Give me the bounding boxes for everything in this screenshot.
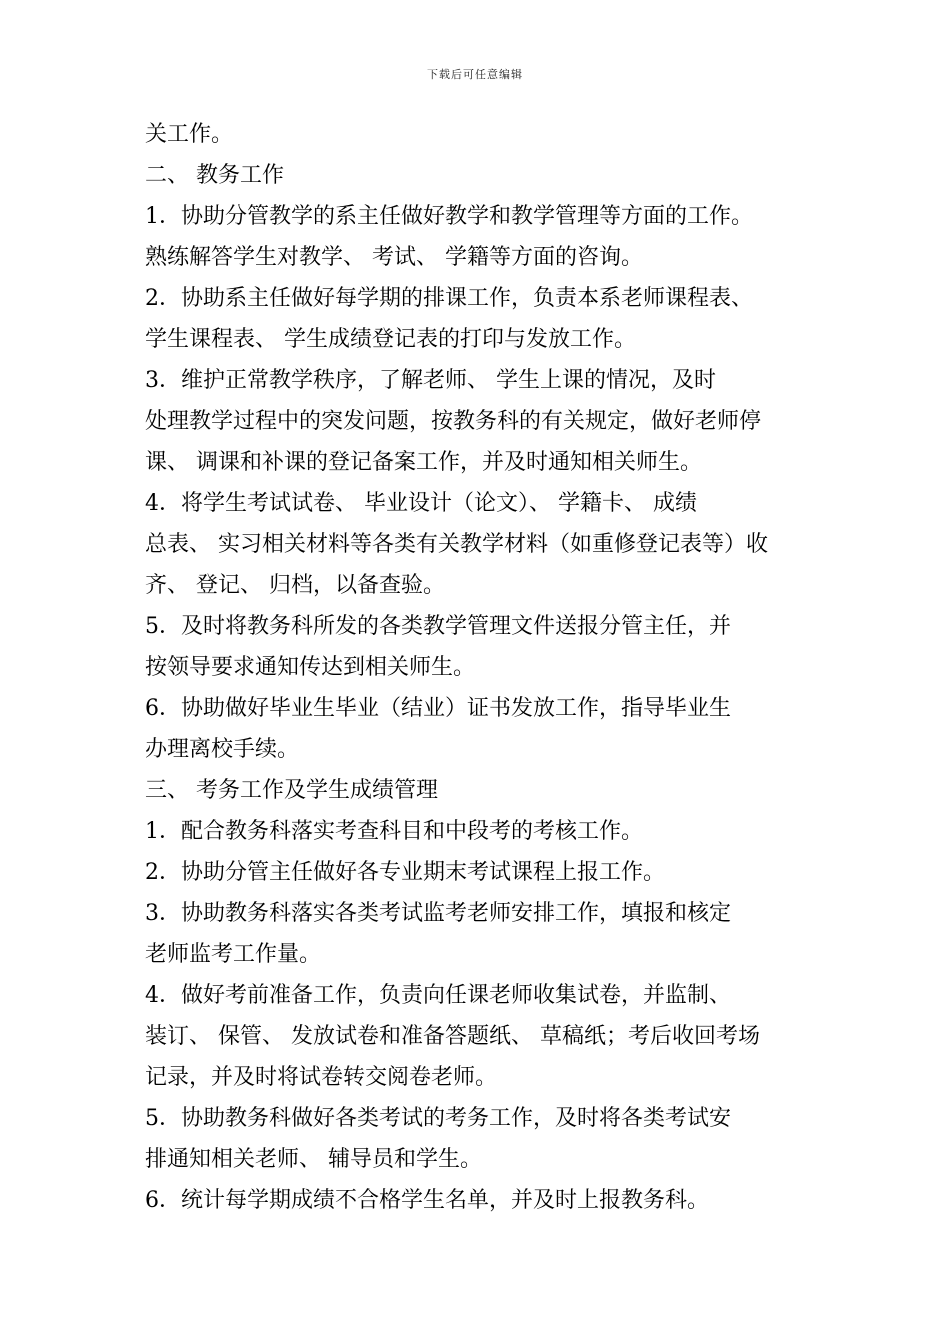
text-line: 6．统计每学期成绩不合格学生名单，并及时上报教务科。 [145,1188,709,1213]
text-line: 排通知相关老师、 辅导员和学生。 [145,1147,482,1172]
section-heading: 三、 考务工作及学生成绩管理 [145,778,438,803]
text-line: 5．及时将教务科所发的各类教学管理文件送报分管主任，并 [145,614,731,639]
page-header: 下载后可任意编辑 [427,68,523,81]
text-line: 5．协助教务科做好各类考试的考务工作，及时将各类考试安 [145,1106,731,1131]
text-line: 齐、 登记、 归档，以备查验。 [145,573,445,598]
text-line: 1．协助分管教学的系主任做好教学和教学管理等方面的工作。 [145,204,753,229]
text-line: 6．协助做好毕业生毕业（结业）证书发放工作，指导毕业生 [145,696,731,721]
text-line: 老师监考工作量。 [145,942,322,967]
text-line: 学生课程表、 学生成绩登记表的打印与发放工作。 [145,327,636,352]
text-line: 4．将学生考试试卷、 毕业设计（论文）、 学籍卡、 成绩 [145,491,697,516]
text-line: 熟练解答学生对教学、 考试、 学籍等方面的咨询。 [145,245,643,270]
text-line: 记录，并及时将试卷转交阅卷老师。 [145,1065,498,1090]
text-line: 2．协助分管主任做好各专业期末考试课程上报工作。 [145,860,665,885]
text-line: 课、 调课和补课的登记备案工作，并及时通知相关师生。 [145,450,702,475]
text-line: 装订、 保管、 发放试卷和准备答题纸、 草稿纸；考后收回考场 [145,1024,760,1049]
text-line: 3．协助教务科落实各类考试监考老师安排工作，填报和核定 [145,901,731,926]
text-line: 关工作。 [145,122,234,147]
text-line: 处理教学过程中的突发问题，按教务科的有关规定，做好老师停 [145,409,762,434]
text-line: 按领导要求通知传达到相关师生。 [145,655,476,680]
text-line: 1．配合教务科落实考查科目和中段考的考核工作。 [145,819,643,844]
text-line: 办理离校手续。 [145,737,300,762]
text-line: 2．协助系主任做好每学期的排课工作，负责本系老师课程表、 [145,286,753,311]
section-heading: 二、 教务工作 [145,163,284,188]
text-line: 4．做好考前准备工作，负责向任课老师收集试卷，并监制、 [145,983,731,1008]
text-line: 总表、 实习相关材料等各类有关教学材料（如重修登记表等）收 [145,532,768,557]
text-line: 3．维护正常教学秩序，了解老师、 学生上课的情况，及时 [145,368,716,393]
